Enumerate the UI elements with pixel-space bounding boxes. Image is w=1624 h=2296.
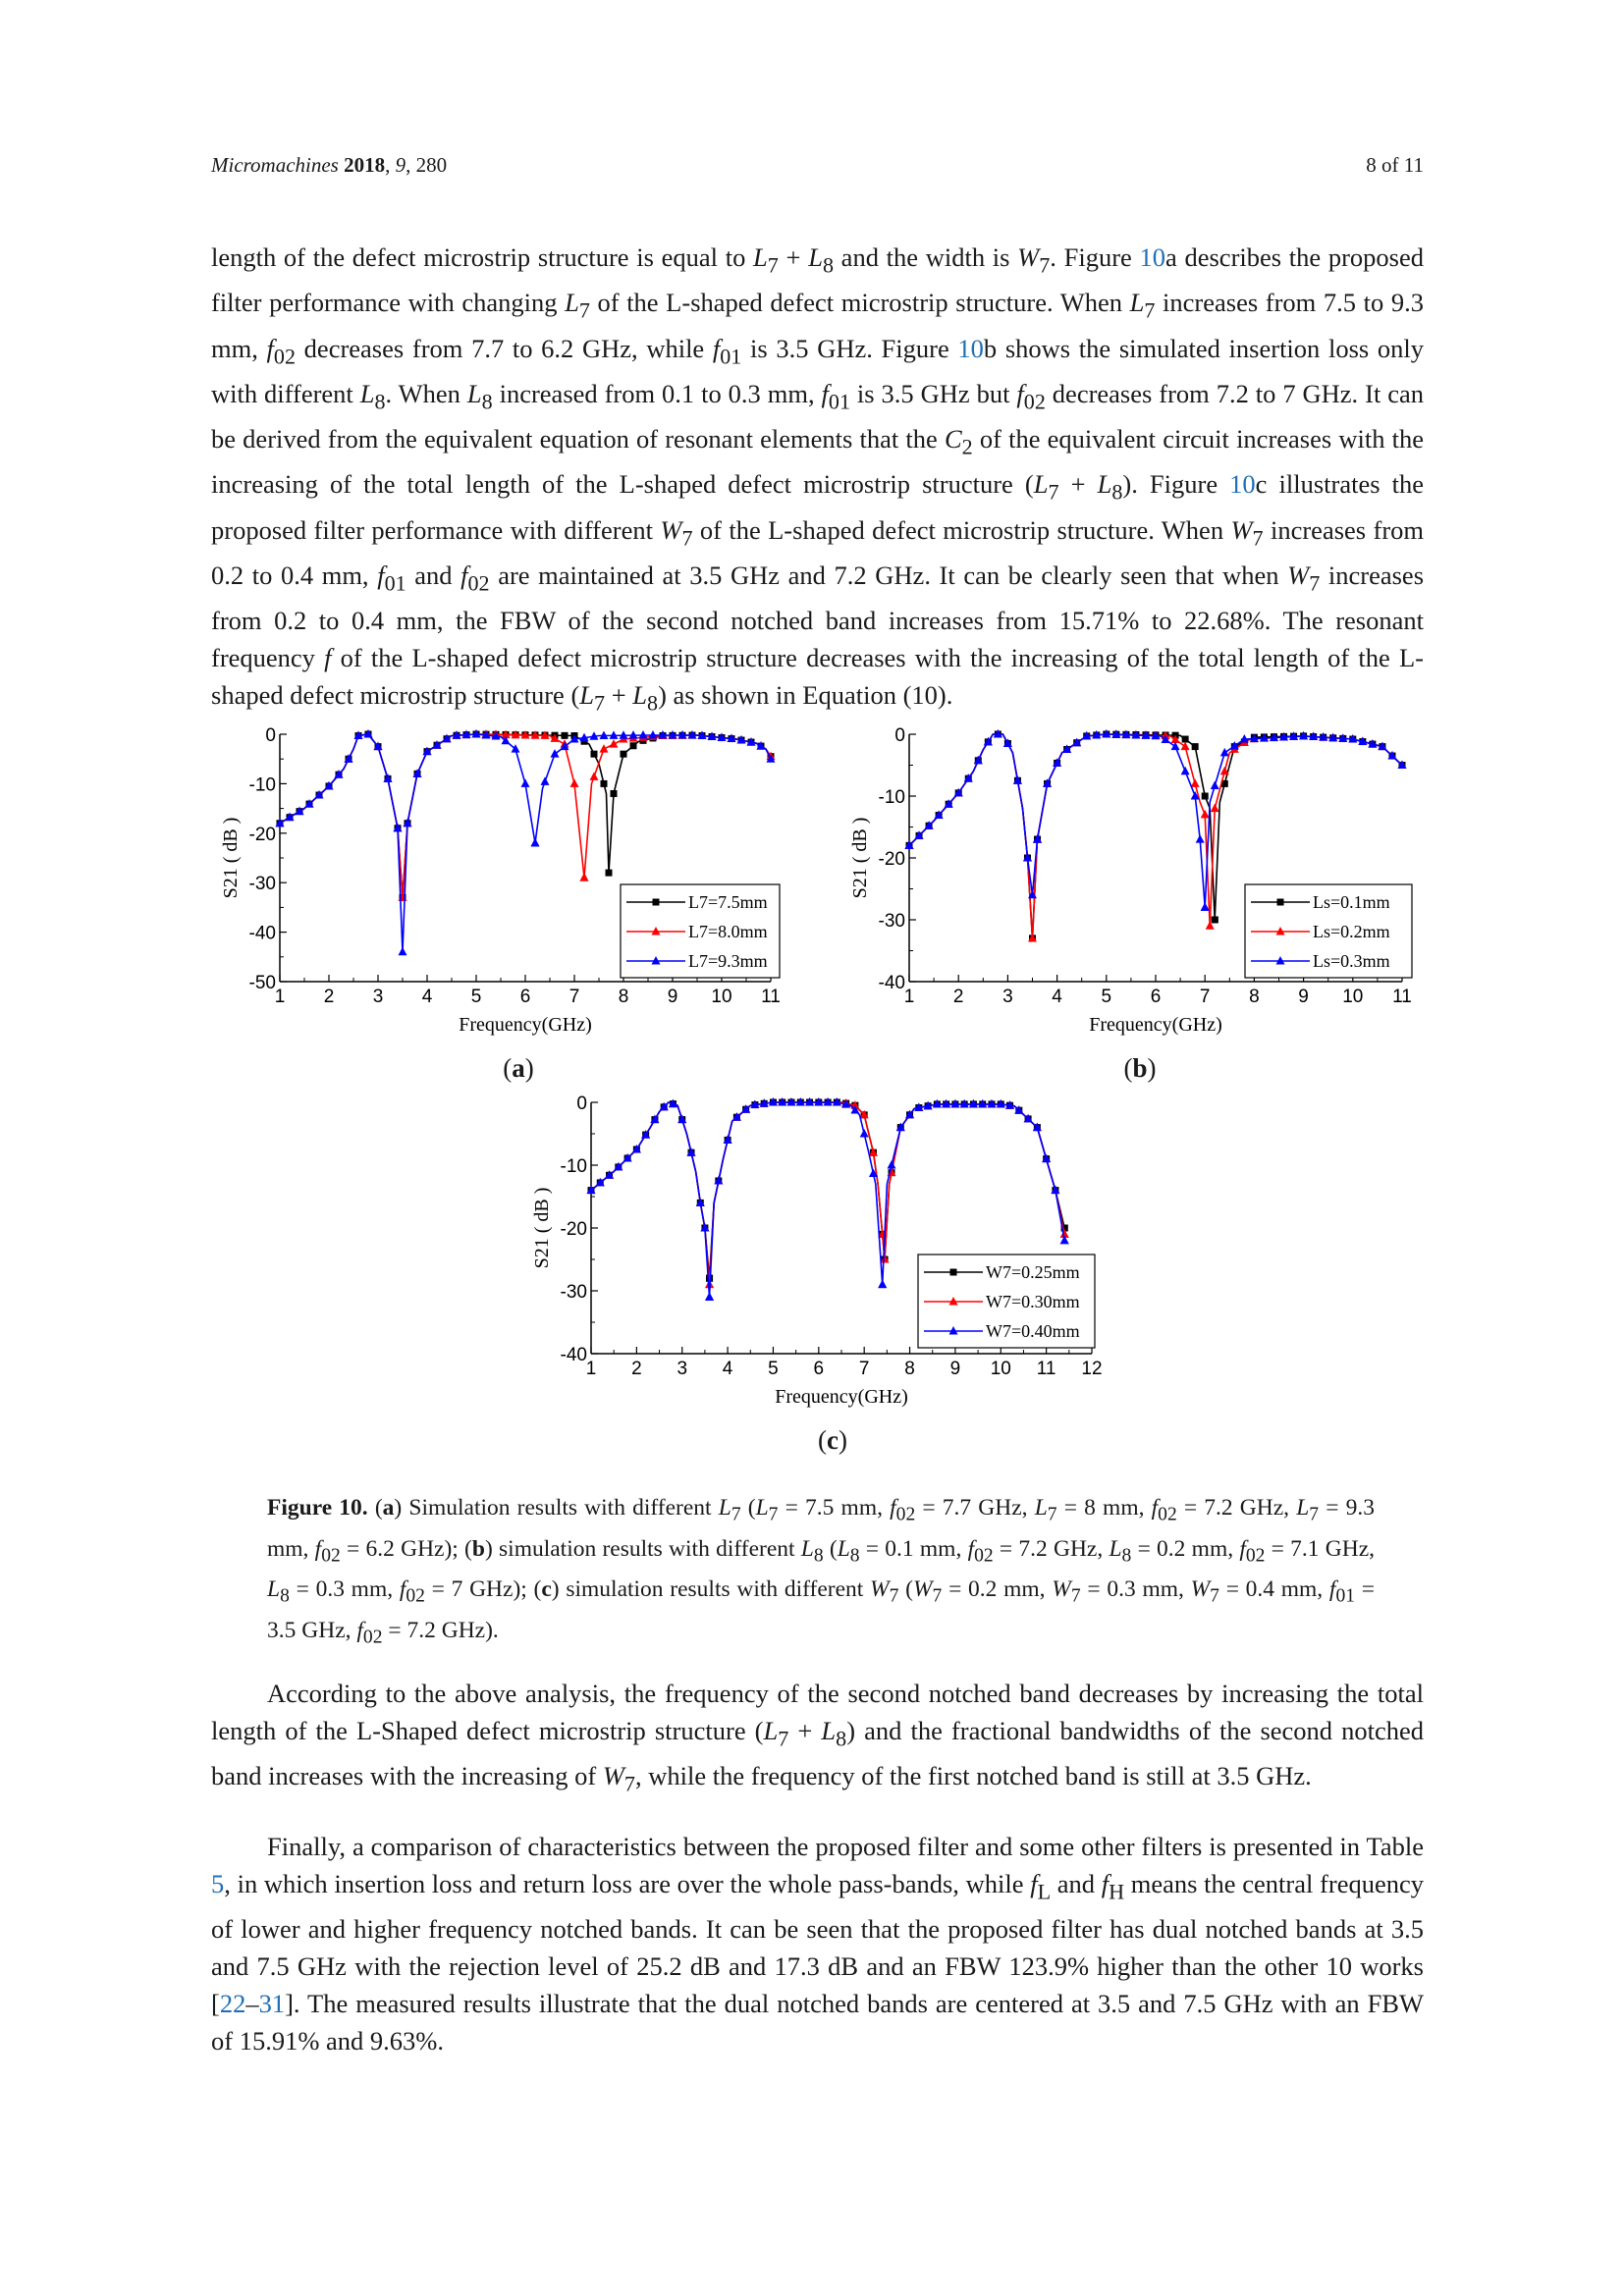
x-tick-label: 2 bbox=[952, 987, 964, 1007]
y-axis-label: S21 ( dB ) bbox=[220, 817, 242, 899]
data-point bbox=[621, 751, 627, 758]
x-tick-label: 8 bbox=[618, 987, 629, 1007]
page-header bbox=[211, 153, 1424, 178]
legend-marker bbox=[653, 899, 660, 906]
data-point bbox=[1220, 748, 1229, 757]
data-point bbox=[591, 751, 598, 758]
x-tick-label: 3 bbox=[677, 1359, 688, 1379]
data-point bbox=[590, 772, 599, 780]
data-point bbox=[878, 1280, 887, 1289]
data-point bbox=[1192, 743, 1199, 750]
x-tick-label: 1 bbox=[585, 1359, 597, 1379]
data-point bbox=[580, 873, 589, 881]
data-point bbox=[1211, 781, 1219, 790]
x-tick-label: 10 bbox=[990, 1359, 1011, 1379]
panel-label-c: (c) bbox=[818, 1425, 847, 1455]
x-axis-label: Frequency(GHz) bbox=[775, 1386, 908, 1408]
data-point bbox=[705, 1292, 714, 1301]
figure-10a-chart bbox=[191, 717, 820, 1036]
journal-name: Micromachines bbox=[211, 153, 339, 177]
chart-svg-b bbox=[813, 717, 1441, 1036]
legend-marker bbox=[1277, 899, 1284, 906]
x-tick-label: 2 bbox=[631, 1359, 642, 1379]
y-tick-label: -10 bbox=[248, 774, 276, 796]
y-tick-label: -30 bbox=[248, 874, 276, 895]
series-line bbox=[280, 734, 771, 897]
y-tick-label: 0 bbox=[576, 1094, 587, 1114]
data-point bbox=[562, 732, 568, 739]
y-tick-label: -40 bbox=[248, 923, 276, 944]
figure-caption: Figure 10. (a) Simulation results with different $L_7$ ($L_7 = 7.5$ mm, $f_{02} = 7.7$ GHz, $L_7 = 8$ mm, $f_{02} = 7.2$ GHz, $L_7 = 9.3$ mm, $f_{02} = 6.2$ GHz); (b) simulation results with different $L_8$ ($L_8 = 0.1$ mm, $f_{02} = 7.2$ GHz, $L_8 = 0.2$ mm, $f_{02} = 7.1$ GHz, $L_8 = 0.3$ mm, $f_{02} = 7$ GHz); (c) simulation results with different $W_7$ ($W_7 = 0.2$ mm, $W_7 = 0.3$ mm, $W_7 = 0.4$ mm, $f_{01} = 3.5$ GHz, $f_{02} = 7.2$ GHz). bbox=[267, 1495, 1376, 1648]
legend-label: Ls=0.1mm bbox=[1313, 892, 1390, 912]
x-tick-label: 4 bbox=[722, 1359, 733, 1379]
data-point bbox=[601, 780, 608, 787]
chart-svg-a bbox=[191, 717, 820, 1036]
data-point bbox=[1191, 778, 1200, 787]
legend-label: L7=8.0mm bbox=[688, 922, 768, 941]
y-tick-label: -30 bbox=[560, 1282, 587, 1303]
series-line bbox=[591, 1102, 1064, 1278]
y-tick-label: -50 bbox=[248, 973, 276, 993]
data-point bbox=[531, 838, 540, 847]
data-point bbox=[512, 744, 520, 753]
x-tick-label: 9 bbox=[667, 987, 678, 1007]
data-point bbox=[570, 778, 579, 787]
x-tick-label: 6 bbox=[813, 1359, 825, 1379]
x-tick-label: 11 bbox=[761, 987, 781, 1007]
series-2 bbox=[905, 729, 1407, 911]
y-tick-label: -10 bbox=[560, 1156, 587, 1177]
legend-label: W7=0.25mm bbox=[986, 1262, 1080, 1282]
series-line bbox=[280, 734, 771, 897]
series-0 bbox=[277, 731, 775, 901]
legend-label: W7=0.40mm bbox=[986, 1321, 1080, 1341]
x-tick-label: 12 bbox=[1081, 1359, 1103, 1379]
figure-10b-chart bbox=[813, 717, 1441, 1036]
y-tick-label: -30 bbox=[878, 911, 905, 932]
chart-legend bbox=[621, 884, 780, 978]
data-point bbox=[1196, 834, 1205, 843]
data-point bbox=[1181, 767, 1190, 775]
legend-label: W7=0.30mm bbox=[986, 1292, 1080, 1311]
chart-legend bbox=[1245, 884, 1412, 978]
data-point bbox=[1201, 810, 1210, 819]
x-tick-label: 9 bbox=[1298, 987, 1309, 1007]
y-tick-label: -20 bbox=[248, 824, 276, 845]
x-tick-label: 7 bbox=[1199, 987, 1211, 1007]
y-tick-label: -10 bbox=[878, 787, 905, 808]
data-point bbox=[1182, 736, 1189, 743]
x-tick-label: 4 bbox=[421, 987, 433, 1007]
chart-svg-c bbox=[514, 1087, 1123, 1408]
article-number: 280 bbox=[415, 153, 448, 177]
x-tick-label: 5 bbox=[470, 987, 482, 1007]
x-tick-label: 8 bbox=[1249, 987, 1260, 1007]
x-tick-label: 11 bbox=[1392, 987, 1412, 1007]
y-tick-label: 0 bbox=[265, 725, 276, 746]
x-tick-label: 7 bbox=[568, 987, 580, 1007]
chart-legend bbox=[918, 1255, 1095, 1348]
x-tick-label: 6 bbox=[519, 987, 531, 1007]
panel-label-b: (b) bbox=[1123, 1053, 1157, 1083]
data-point bbox=[888, 1160, 896, 1169]
data-point bbox=[551, 749, 560, 758]
y-tick-label: -40 bbox=[560, 1345, 587, 1365]
x-tick-label: 5 bbox=[1101, 987, 1112, 1007]
y-tick-label: -20 bbox=[878, 849, 905, 870]
x-axis-label: Frequency(GHz) bbox=[459, 1014, 592, 1036]
x-tick-label: 9 bbox=[949, 1359, 961, 1379]
legend-label: L7=9.3mm bbox=[688, 951, 768, 971]
y-axis-label: S21 ( dB ) bbox=[849, 817, 871, 899]
data-point bbox=[606, 870, 613, 877]
x-tick-label: 4 bbox=[1052, 987, 1062, 1007]
x-tick-label: 1 bbox=[274, 987, 286, 1007]
x-tick-label: 6 bbox=[1150, 987, 1162, 1007]
data-point bbox=[541, 776, 550, 785]
x-tick-label: 7 bbox=[858, 1359, 870, 1379]
x-tick-label: 1 bbox=[903, 987, 915, 1007]
body-paragraph-3: Finally, a comparison of characteristics between the proposed filter and some other filters is presented in Table 5, in which insertion loss and return loss are over the whole pass-bands, while $f_L$ and $f_H$ means the central frequency of lower and higher frequency notched bands. It can be seen that the proposed filter has dual notched bands at 3.5 and 7.5 GHz with the rejection level of 25.2 dB and 17.3 dB and an FBW 123.9% higher than the other 10 works [22–31]. The measured results illustrate that the dual notched bands are centered at 3.5 and 7.5 GHz with an FBW of 15.91% and 9.63%. bbox=[211, 1832, 1424, 2056]
legend-marker bbox=[950, 1269, 957, 1276]
data-point bbox=[1212, 917, 1218, 924]
y-tick-label: -40 bbox=[878, 973, 905, 993]
legend-label: Ls=0.3mm bbox=[1313, 951, 1390, 971]
x-tick-label: 10 bbox=[1342, 987, 1364, 1007]
x-tick-label: 2 bbox=[323, 987, 335, 1007]
data-point bbox=[399, 947, 407, 956]
data-point bbox=[611, 790, 618, 797]
data-point bbox=[1202, 793, 1209, 800]
journal-volume: 9 bbox=[395, 153, 406, 177]
x-tick-label: 3 bbox=[372, 987, 384, 1007]
y-axis-label: S21 ( dB ) bbox=[531, 1187, 553, 1269]
body-paragraph-2: According to the above analysis, the frequency of the second notched band decreases by increasing the total length of the L-Shaped defect microstrip structure $(L_7 + L_8)$ and the fractional bandwidths of the second notched band increases with the increasing of $W_7$, while the frequency of the first notched band is still at 3.5 GHz. bbox=[211, 1679, 1424, 1796]
data-point bbox=[521, 778, 530, 787]
legend-label: Ls=0.2mm bbox=[1313, 922, 1390, 941]
x-tick-label: 5 bbox=[768, 1359, 779, 1379]
y-tick-label: -20 bbox=[560, 1219, 587, 1240]
x-tick-label: 8 bbox=[904, 1359, 915, 1379]
figure-10c-chart bbox=[514, 1087, 1123, 1408]
legend-label: L7=7.5mm bbox=[688, 892, 768, 912]
data-point bbox=[630, 742, 637, 749]
data-point bbox=[1201, 902, 1210, 911]
series-line bbox=[909, 734, 1402, 907]
x-tick-label: 11 bbox=[1036, 1359, 1056, 1379]
x-axis-label: Frequency(GHz) bbox=[1089, 1014, 1222, 1036]
x-tick-label: 10 bbox=[711, 987, 732, 1007]
data-point bbox=[1211, 804, 1219, 813]
y-tick-label: 0 bbox=[894, 725, 905, 746]
journal-year: 2018 bbox=[344, 153, 386, 177]
page-number: 8 of 11 bbox=[1366, 153, 1424, 177]
journal-citation: Micromachines 2018, 9, 280 bbox=[211, 153, 448, 177]
body-paragraph-1: length of the defect microstrip structure is equal to $L_7 + L_8$ and the width is $W_7$. Figure 10a describes the proposed filter performance with changing $L_7$ of the L-shaped defect microstrip structure. When $L_7$ increases from 7.5 to 9.3 mm, $f_{02}$ decreases from 7.7 to 6.2 GHz, while $f_{01}$ is 3.5 GHz. Figure 10b shows the simulated insertion loss only with different $L_8$. When $L_8$ increased from 0.1 to 0.3 mm, $f_{01}$ is 3.5 GHz but $f_{02}$ decreases from 7.2 to 7 GHz. It can be derived from the equivalent equation of resonant elements that the $C_2$ of the equivalent circuit increases with the increasing of the total length of the L-shaped defect microstrip structure $(L_7 + L_8)$. Figure 10c illustrates the proposed filter performance with different $W_7$ of the L-shaped defect microstrip structure. When $W_7$ increases from 0.2 to 0.4 mm, $f_{01}$ and $f_{02}$ are maintained at 3.5 GHz and 7.2 GHz. It can be clearly seen that when $W_7$ increases from 0.2 to 0.4 mm, the FBW of the second notched band increases from 15.71% to 22.68%. The resonant frequency f of the L-shaped defect microstrip structure decreases with the increasing of the total length of the L-shaped defect microstrip structure $(L_7 + L_8)$ as shown in Equation (10). bbox=[211, 242, 1425, 716]
data-point bbox=[1181, 742, 1190, 751]
panel-label-a: (a) bbox=[503, 1053, 534, 1083]
x-tick-label: 3 bbox=[1002, 987, 1013, 1007]
